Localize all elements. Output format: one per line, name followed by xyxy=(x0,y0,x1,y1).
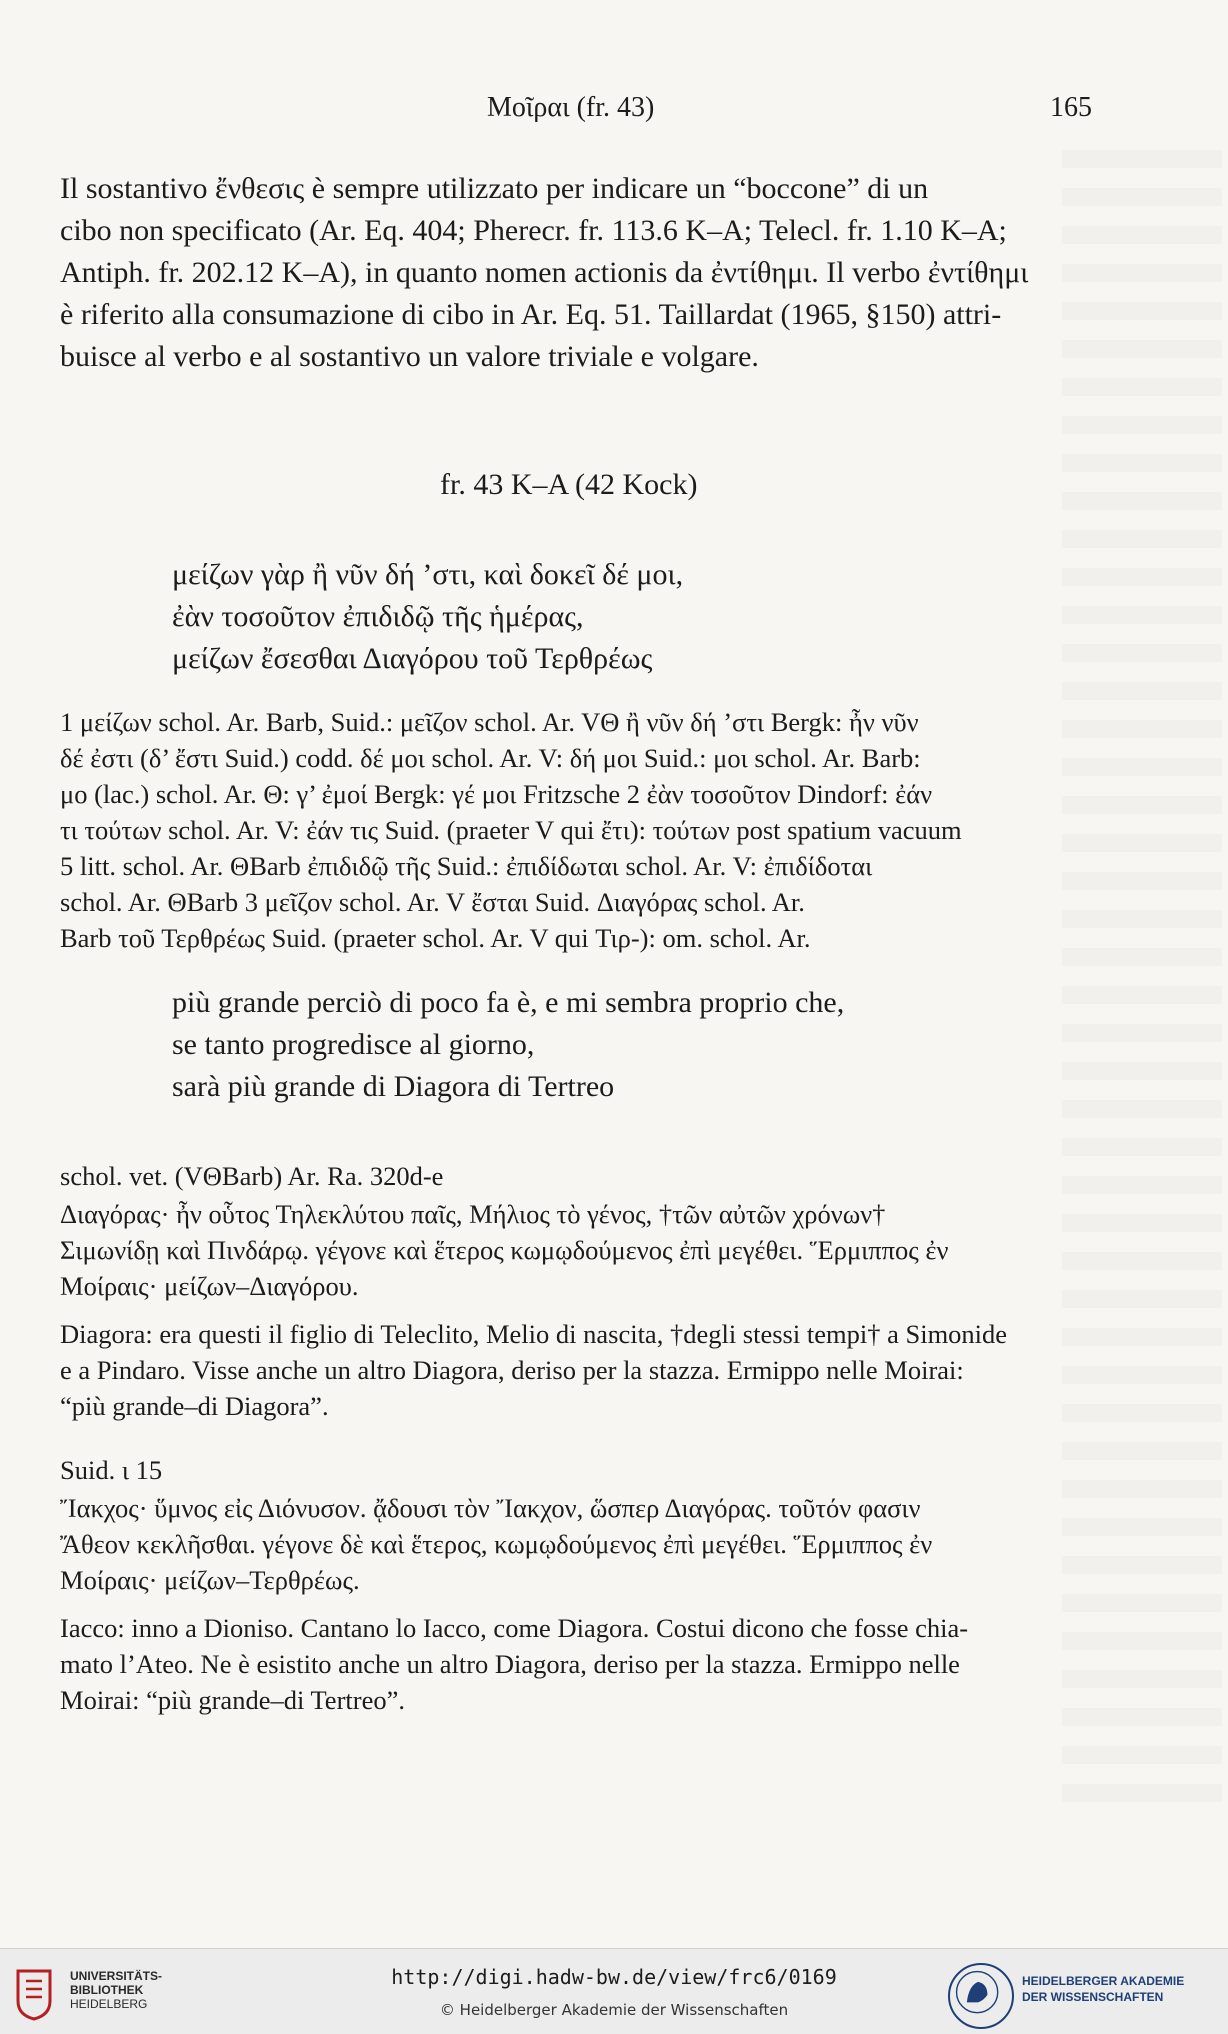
apparatus-line: Barb τοῦ Τερθρέως Suid. (praeter schol. Ar. V qui Τιρ-): om. schol. Ar. xyxy=(60,923,811,953)
apparatus-line: 5 litt. schol. Ar. ΘBarb ἐπιδιδῷ τῆς Suid.: ἐπιδίδωται schol. Ar. V: ἐπιδίδοται xyxy=(60,851,873,881)
suda-line: Ἄθεον κεκλῆσθαι. γέγονε δὲ καὶ ἕτερος, κωμῳδούμενος ἐπὶ μεγέθει. Ἕρμιππος ἐν xyxy=(60,1529,933,1559)
fragment-heading: fr. 43 K–A (42 Kock) xyxy=(440,468,698,501)
greek-verse: μείζων ἔσεσθαι Διαγόρου τοῦ Τερθρέως xyxy=(172,642,653,675)
apparatus-line: schol. Ar. ΘBarb 3 μεῖζον schol. Ar. V ἔσται Suid. Διαγόρας schol. Ar. xyxy=(60,887,805,917)
suda-heading: Suid. ι 15 xyxy=(60,1455,163,1485)
academy-seal-icon xyxy=(948,1963,1014,2029)
scholion-heading: schol. vet. (VΘBarb) Ar. Ra. 320d-e xyxy=(60,1161,444,1191)
scholion-translation-line: e a Pindaro. Visse anche un altro Diagora, deriso per la stazza. Ermippo nelle Moirai: xyxy=(60,1355,964,1385)
greek-verse: μείζων γὰρ ἢ νῦν δή ’στι, καὶ δοκεῖ δέ μοι, xyxy=(172,558,684,591)
commentary-line: Antiph. fr. 202.12 K–A), in quanto nomen actionis da ἐντίθημι. Il verbo ἐντίθημι xyxy=(60,256,1029,289)
suda-translation-line: Iacco: inno a Dioniso. Cantano lo Iacco, come Diagora. Costui dicono che fosse chia- xyxy=(60,1613,969,1643)
viewer-footer xyxy=(0,1948,1228,2034)
library-name-line: HEIDELBERG xyxy=(70,1997,148,2011)
apparatus-line: δέ ἐστι (δ’ ἔστι Suid.) codd. δέ μοι schol. Ar. V: δή μοι Suid.: μοι schol. Ar. Barb: xyxy=(60,743,921,773)
scholion-line: Διαγόρας· ἦν οὗτος Τηλεκλύτου παῖς, Μήλιος τὸ γένος, †τῶν αὐτῶν χρόνων† xyxy=(60,1199,886,1229)
translation-verse: più grande perciò di poco fa è, e mi sembra proprio che, xyxy=(172,986,845,1019)
running-head-title: Μοῖραι (fr. 43) xyxy=(487,92,655,123)
apparatus-line: μο (lac.) schol. Ar. Θ: γ’ ἐμοί Bergk: γέ μοι Fritzsche 2 ἐὰν τοσοῦτον Dindorf: ἐάν xyxy=(60,779,933,809)
copyright-notice: © Heidelberger Akademie der Wissenschaften xyxy=(439,2001,789,2019)
commentary-line: cibo non specificato (Ar. Eq. 404; Pherecr. fr. 113.6 K–A; Telecl. fr. 1.10 K–A; xyxy=(60,214,1007,247)
library-name-line: BIBLIOTHEK xyxy=(70,1983,144,1997)
commentary-line: è riferito alla consumazione di cibo in Ar. Eq. 51. Taillardat (1965, §150) attri- xyxy=(60,298,1002,331)
scholion-translation-line: Diagora: era questi il figlio di Teleclito, Melio di nascita, †degli stessi tempi† a Simonide xyxy=(60,1319,1008,1349)
scholion-translation-line: “più grande–di Diagora”. xyxy=(60,1391,329,1421)
translation-verse: se tanto progredisce al giorno, xyxy=(172,1028,535,1061)
page-number: 165 xyxy=(1050,92,1092,123)
library-name-line: UNIVERSITÄTS- xyxy=(70,1969,163,1983)
commentary-line: buisce al verbo e al sostantivo un valore triviale e volgare. xyxy=(60,340,759,373)
greek-verse: ἐὰν τοσοῦτον ἐπιδιδῷ τῆς ἡμέρας, xyxy=(172,600,584,633)
commentary-line: Il sostantivo ἔνθεσις è sempre utilizzato per indicare un “boccone” di un xyxy=(60,172,929,205)
scholion-line: Μοίραις· μείζων–Διαγόρου. xyxy=(60,1271,359,1301)
suda-translation-line: mato l’Ateo. Ne è esistito anche un altro Diagora, deriso per la stazza. Ermippo nelle xyxy=(60,1649,960,1679)
suda-translation-line: Moirai: “più grande–di Tertreo”. xyxy=(60,1685,405,1715)
suda-line: Μοίραις· μείζων–Τερθρέως. xyxy=(60,1565,360,1595)
scholion-line: Σιμωνίδῃ καὶ Πινδάρῳ. γέγονε καὶ ἕτερος κωμῳδούμενος ἐπὶ μεγέθει. Ἕρμιππος ἐν xyxy=(60,1235,949,1265)
academy-name-line: DER WISSENSCHAFTEN xyxy=(1022,1990,1164,2004)
permalink-url[interactable]: http://digi.hadw-bw.de/view/frc6/0169 xyxy=(391,1965,837,1989)
academy-name-line: HEIDELBERGER AKADEMIE xyxy=(1022,1974,1185,1988)
apparatus-line: τι τούτων schol. Ar. V: ἐάν τις Suid. (praeter V qui ἔτι): τούτων post spatium vacuum xyxy=(60,815,962,845)
suda-line: Ἴακχος· ὕμνος εἰς Διόνυσον. ᾄδουσι τὸν Ἴακχον, ὥσπερ Διαγόρας. τοῦτόν φασιν xyxy=(60,1493,921,1523)
academy-name xyxy=(1022,1973,1184,2005)
translation-verse: sarà più grande di Diagora di Tertreo xyxy=(172,1070,615,1103)
apparatus-line: 1 μείζων schol. Ar. Barb, Suid.: μεῖζον schol. Ar. VΘ ἢ νῦν δή ’στι Bergk: ἦν νῦν xyxy=(60,707,919,737)
